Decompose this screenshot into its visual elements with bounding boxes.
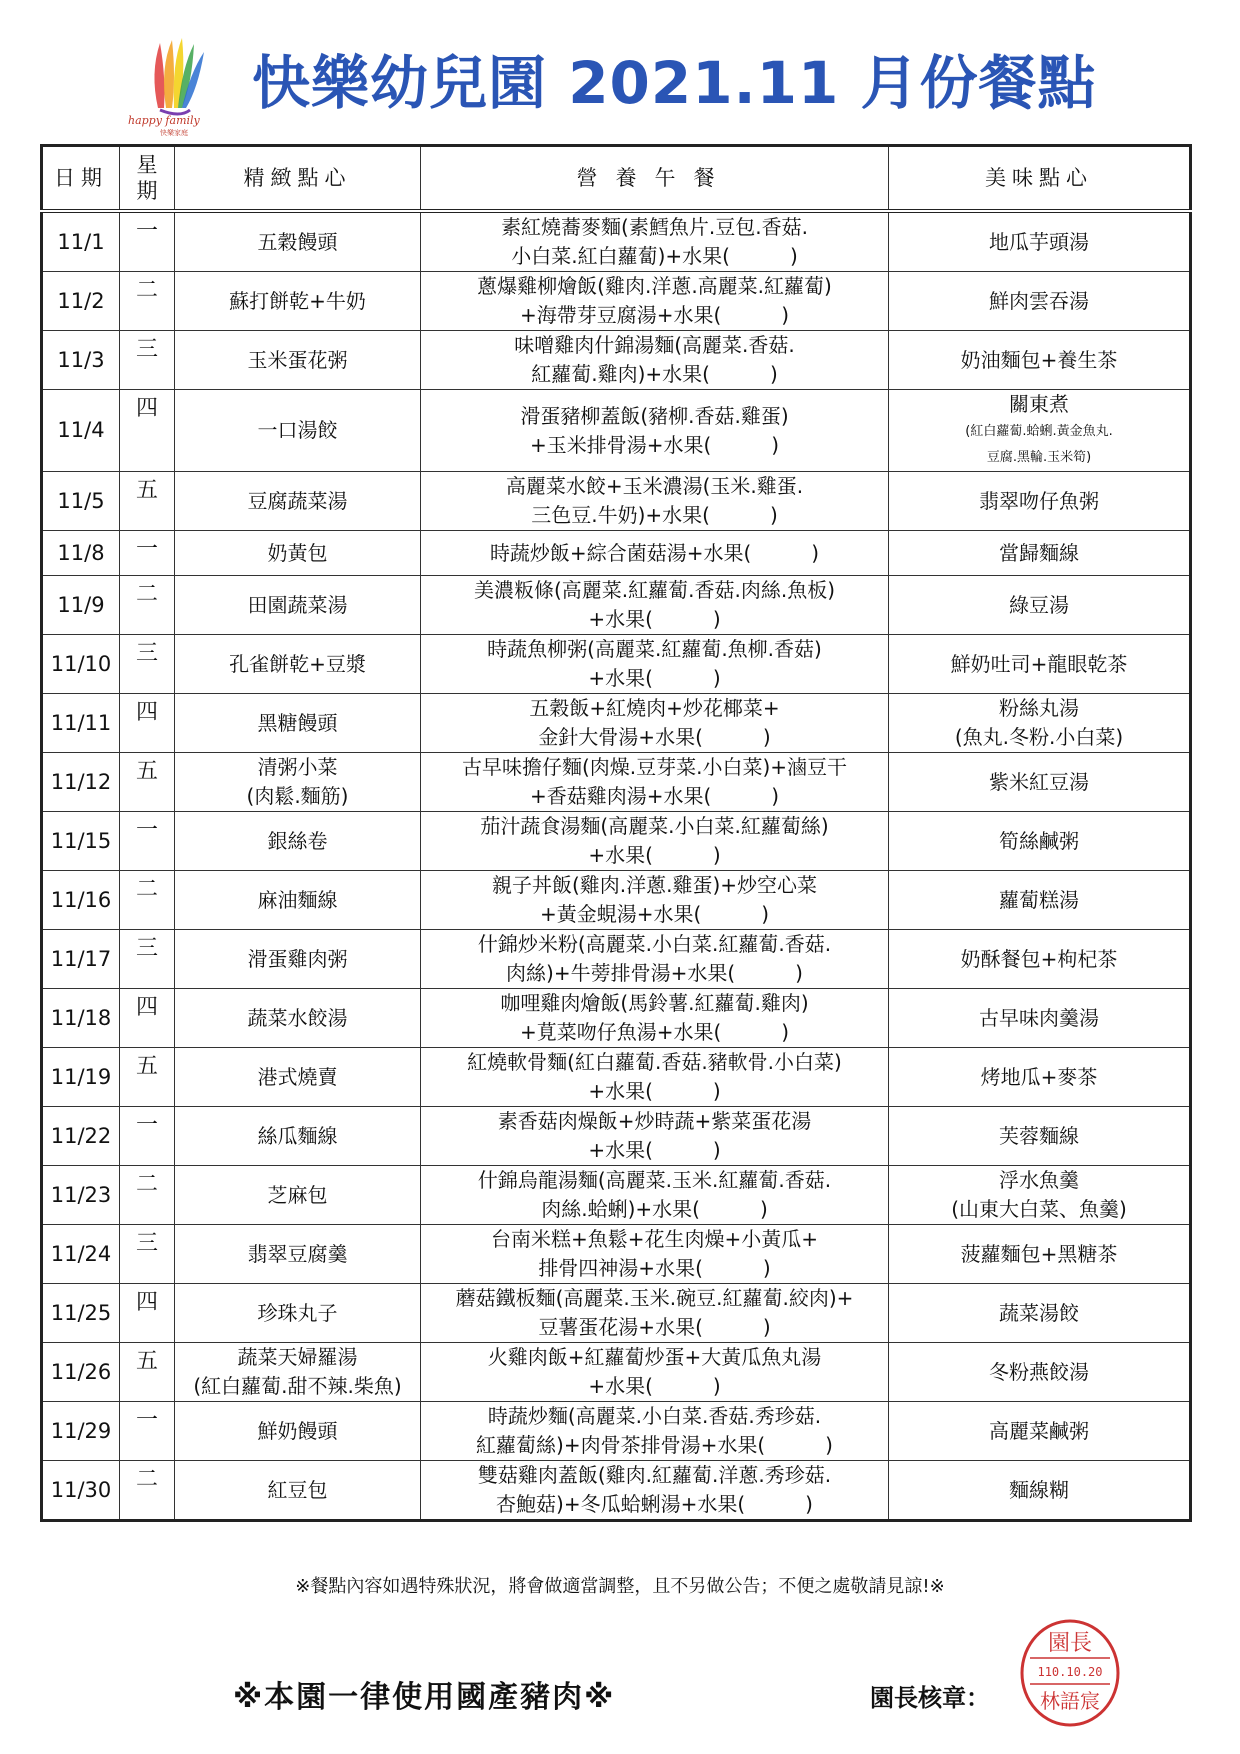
morning-snack-cell	[175, 1284, 421, 1343]
table-row	[42, 531, 1191, 576]
cell-line: 冬粉燕餃湯	[989, 1359, 1089, 1384]
lunch-cell	[421, 1284, 889, 1343]
weekday-cell: 五	[120, 753, 175, 812]
date-cell: 11/12	[42, 753, 120, 812]
date-cell: 11/23	[42, 1166, 120, 1225]
cell-line: 親子丼飯(雞肉.洋蔥.雞蛋)+炒空心菜	[491, 873, 818, 897]
cell-line: +黃金蜆湯+水果( )	[539, 902, 770, 926]
cell-line: 金針大骨湯+水果( )	[538, 725, 771, 749]
lunch-cell	[421, 211, 889, 272]
cell-line: 素紅燒蕎麥麵(素鱈魚片.豆包.香菇.	[501, 215, 808, 239]
lunch-cell	[421, 1343, 889, 1402]
cell-line: 高麗菜鹹粥	[989, 1418, 1089, 1443]
cell-line: 時蔬魚柳粥(高麗菜.紅蘿蔔.魚柳.香菇)	[487, 637, 822, 661]
lunch-cell	[421, 812, 889, 871]
date-cell: 11/15	[42, 812, 120, 871]
weekday-cell: 一	[120, 531, 175, 576]
lunch-cell	[421, 1048, 889, 1107]
lunch-cell	[421, 635, 889, 694]
afternoon-snack-cell	[889, 1402, 1191, 1461]
weekday-cell: 一	[120, 1107, 175, 1166]
morning-snack-cell	[175, 989, 421, 1048]
afternoon-snack-cell	[889, 472, 1191, 531]
morning-snack-cell	[175, 1402, 421, 1461]
cell-line: 古早味肉羹湯	[979, 1005, 1099, 1030]
date-cell: 11/4	[42, 390, 120, 472]
cell-line: 小白菜.紅白蘿蔔)+水果( )	[511, 244, 798, 268]
cell-line: 關東煮	[1009, 392, 1069, 416]
date-cell: 11/3	[42, 331, 120, 390]
afternoon-snack-cell	[889, 635, 1191, 694]
cell-line: 咖哩雞肉燴飯(馬鈴薯.紅蘿蔔.雞肉)	[500, 991, 809, 1015]
cell-line: 時蔬炒麵(高麗菜.小白菜.香菇.秀珍菇.	[487, 1404, 822, 1428]
date-cell: 11/16	[42, 871, 120, 930]
cell-line: 雙菇雞肉蓋飯(雞肉.紅蘿蔔.洋蔥.秀珍菇.	[477, 1463, 832, 1487]
cell-line: 鮮肉雲吞湯	[989, 288, 1089, 313]
weekday-cell: 二	[120, 1461, 175, 1521]
date-cell: 11/30	[42, 1461, 120, 1521]
date-cell: 11/19	[42, 1048, 120, 1107]
cell-line: 豆薯蛋花湯+水果( )	[538, 1315, 771, 1339]
weekday-cell: 四	[120, 694, 175, 753]
cell-line: 清粥小菜	[257, 755, 338, 779]
adjustment-notice: ※餐點內容如遇特殊狀況，將會做適當調整，且不另做公告；不便之處敬請見諒!※	[295, 1576, 945, 1597]
afternoon-snack-cell	[889, 1461, 1191, 1521]
lunch-cell	[421, 1225, 889, 1284]
cell-line: 芙蓉麵線	[999, 1123, 1079, 1148]
weekday-cell: 二	[120, 1166, 175, 1225]
cell-line: 排骨四神湯+水果( )	[538, 1256, 771, 1280]
weekday-cell: 一	[120, 812, 175, 871]
table-row	[42, 1166, 1191, 1225]
morning-snack-cell	[175, 576, 421, 635]
table-row	[42, 211, 1191, 272]
cell-line: 滑蛋雞肉粥	[247, 946, 348, 971]
cell-line: 蔬菜天婦羅湯	[237, 1345, 358, 1369]
date-cell: 11/22	[42, 1107, 120, 1166]
morning-snack-cell	[175, 635, 421, 694]
cell-line: (紅白蘿蔔.甜不辣.柴魚)	[193, 1374, 402, 1398]
date-cell: 11/25	[42, 1284, 120, 1343]
cell-line: 紫米紅豆湯	[989, 769, 1089, 794]
date-cell: 11/17	[42, 930, 120, 989]
lunch-cell	[421, 694, 889, 753]
lunch-cell	[421, 576, 889, 635]
weekday-cell: 五	[120, 1048, 175, 1107]
cell-line: (魚丸.冬粉.小白菜)	[954, 725, 1124, 749]
table-row	[42, 989, 1191, 1048]
cell-line: 孔雀餅乾+豆漿	[229, 651, 366, 676]
happy-family-logo	[120, 38, 250, 138]
logo-text: happy family	[128, 114, 200, 127]
cell-line: 銀絲卷	[267, 828, 328, 853]
column-header-weekday: 星期	[120, 146, 175, 212]
lunch-cell	[421, 272, 889, 331]
menu-table-body	[42, 211, 1191, 1521]
column-header-afternoon-snack: 美味點心	[889, 146, 1191, 212]
cell-line: +莧菜吻仔魚湯+水果( )	[519, 1020, 790, 1044]
cell-line: 滑蛋豬柳蓋飯(豬柳.香菇.雞蛋)	[520, 403, 789, 428]
cell-line: 什錦烏龍湯麵(高麗菜.玉米.紅蘿蔔.香菇.	[477, 1168, 832, 1192]
table-row	[42, 1284, 1191, 1343]
weekday-cell: 四	[120, 1284, 175, 1343]
weekday-cell: 二	[120, 576, 175, 635]
lunch-cell	[421, 930, 889, 989]
morning-snack-cell	[175, 390, 421, 472]
date-cell: 11/26	[42, 1343, 120, 1402]
cell-line: +玉米排骨湯+水果( )	[529, 432, 780, 457]
date-cell: 11/18	[42, 989, 120, 1048]
cell-line: +海帶芽豆腐湯+水果( )	[519, 303, 790, 327]
cell-line: 素香菇肉燥飯+炒時蔬+紫菜蛋花湯	[497, 1109, 812, 1133]
lunch-cell	[421, 871, 889, 930]
afternoon-snack-cell	[889, 1166, 1191, 1225]
morning-snack-cell	[175, 472, 421, 531]
table-row	[42, 1225, 1191, 1284]
cell-line: +水果( )	[588, 607, 721, 631]
weekday-cell: 五	[120, 472, 175, 531]
cell-line: 豆腐蔬菜湯	[247, 488, 348, 513]
afternoon-snack-cell	[889, 871, 1191, 930]
table-row	[42, 1107, 1191, 1166]
stamp-title: 園長	[1047, 1631, 1093, 1656]
cell-line: 珍珠丸子	[257, 1300, 338, 1325]
cell-line: 黑糖饅頭	[257, 710, 338, 735]
weekday-cell: 四	[120, 989, 175, 1048]
morning-snack-cell	[175, 871, 421, 930]
lunch-cell	[421, 1107, 889, 1166]
cell-line: +水果( )	[588, 666, 721, 690]
table-row	[42, 694, 1191, 753]
afternoon-snack-cell	[889, 694, 1191, 753]
cell-line: 烤地瓜+麥茶	[980, 1064, 1098, 1089]
afternoon-snack-cell	[889, 1225, 1191, 1284]
morning-snack-cell	[175, 1048, 421, 1107]
cell-line: 紅豆包	[267, 1477, 328, 1502]
menu-table	[40, 144, 1192, 1522]
column-header-morning-snack: 精緻點心	[175, 146, 421, 212]
afternoon-snack-cell	[889, 1048, 1191, 1107]
cell-line: 奶酥餐包+枸杞茶	[960, 946, 1118, 971]
morning-snack-cell	[175, 1166, 421, 1225]
cell-line: (肉鬆.麵筋)	[246, 784, 349, 808]
principal-approval-label: 園長核章：	[870, 1684, 990, 1712]
cell-line: 蔥爆雞柳燴飯(雞肉.洋蔥.高麗菜.紅蘿蔔)	[477, 274, 832, 298]
date-cell: 11/5	[42, 472, 120, 531]
table-row	[42, 1402, 1191, 1461]
cell-line: +水果( )	[588, 1138, 721, 1162]
cell-line: 味噌雞肉什錦湯麵(高麗菜.香菇.	[514, 333, 795, 357]
date-cell: 11/10	[42, 635, 120, 694]
cell-line: (紅白蘿蔔.蛤蜊.黃金魚丸.	[965, 424, 1113, 439]
cell-line: 玉米蛋花粥	[247, 347, 348, 372]
column-header-date: 日期	[42, 146, 120, 212]
weekday-cell: 二	[120, 272, 175, 331]
cell-line: 蘿蔔糕湯	[999, 887, 1079, 912]
domestic-pork-notice: ※本園一律使用國產豬肉※	[233, 1680, 616, 1715]
weekday-cell: 三	[120, 635, 175, 694]
cell-line: +水果( )	[588, 1374, 721, 1398]
cell-line: (山東大白菜、魚羹)	[951, 1197, 1127, 1221]
morning-snack-cell	[175, 1461, 421, 1521]
morning-snack-cell	[175, 211, 421, 272]
weekday-cell: 三	[120, 1225, 175, 1284]
morning-snack-cell	[175, 812, 421, 871]
cell-line: 什錦炒米粉(高麗菜.小白菜.紅蘿蔔.香菇.	[477, 932, 832, 956]
lunch-cell	[421, 989, 889, 1048]
lunch-cell	[421, 1402, 889, 1461]
afternoon-snack-cell	[889, 272, 1191, 331]
afternoon-snack-cell	[889, 812, 1191, 871]
stamp-date: 110.10.20	[1037, 1665, 1103, 1679]
cell-line: 肉絲.蛤蜊)+水果( )	[541, 1197, 768, 1221]
cell-line: 五穀飯+紅燒肉+炒花椰菜+	[529, 696, 780, 720]
weekday-cell: 三	[120, 331, 175, 390]
afternoon-snack-cell	[889, 211, 1191, 272]
table-row	[42, 576, 1191, 635]
weekday-cell: 四	[120, 390, 175, 472]
morning-snack-cell	[175, 753, 421, 812]
morning-snack-cell	[175, 272, 421, 331]
lunch-cell	[421, 1461, 889, 1521]
cell-line: 三色豆.牛奶)+水果( )	[531, 503, 778, 527]
cell-line: 絲瓜麵線	[257, 1123, 338, 1148]
cell-line: 美濃粄條(高麗菜.紅蘿蔔.香菇.肉絲.魚板)	[473, 578, 836, 602]
cell-line: 蘇打餅乾+牛奶	[229, 288, 366, 313]
column-header-lunch: 營養午餐	[421, 146, 889, 212]
cell-line: 翡翠吻仔魚粥	[979, 488, 1099, 513]
table-row	[42, 812, 1191, 871]
cell-line: 茄汁蔬食湯麵(高麗菜.小白菜.紅蘿蔔絲)	[480, 814, 829, 838]
afternoon-snack-cell	[889, 331, 1191, 390]
weekday-cell: 一	[120, 211, 175, 272]
cell-line: 時蔬炒飯+綜合菌菇湯+水果( )	[489, 540, 820, 565]
table-row	[42, 331, 1191, 390]
afternoon-snack-cell	[889, 753, 1191, 812]
cell-line: 當歸麵線	[999, 540, 1079, 565]
afternoon-snack-cell	[889, 1343, 1191, 1402]
weekday-cell: 一	[120, 1402, 175, 1461]
afternoon-snack-cell	[889, 1284, 1191, 1343]
weekday-cell: 五	[120, 1343, 175, 1402]
afternoon-snack-cell	[889, 1107, 1191, 1166]
morning-snack-cell	[175, 531, 421, 576]
principal-seal-stamp	[1018, 1618, 1122, 1728]
cell-line: 紅蘿蔔.雞肉)+水果( )	[531, 362, 778, 386]
lunch-cell	[421, 753, 889, 812]
morning-snack-cell	[175, 1343, 421, 1402]
table-row	[42, 1048, 1191, 1107]
cell-line: 豆腐.黑輪.玉米筍)	[986, 450, 1092, 465]
cell-line: 一口湯餃	[257, 418, 338, 442]
cell-line: 粉絲丸湯	[999, 696, 1079, 720]
cell-line: 菠蘿麵包+黑糖茶	[960, 1241, 1118, 1266]
weekday-cell: 二	[120, 871, 175, 930]
date-cell: 11/29	[42, 1402, 120, 1461]
cell-line: 麻油麵線	[257, 887, 338, 912]
logo-subtext: 快樂家庭	[160, 129, 188, 137]
lunch-cell	[421, 472, 889, 531]
date-cell: 11/11	[42, 694, 120, 753]
cell-line: 綠豆湯	[1009, 592, 1069, 617]
table-row	[42, 635, 1191, 694]
page-title: 快樂幼兒園 2021.11 月份餐點	[252, 49, 1097, 117]
cell-line: 地瓜芋頭湯	[989, 229, 1089, 254]
cell-line: 奶油麵包+養生茶	[960, 347, 1118, 372]
afternoon-snack-cell	[889, 989, 1191, 1048]
morning-snack-cell	[175, 1107, 421, 1166]
cell-line: 杏鮑菇)+冬瓜蛤蜊湯+水果( )	[496, 1492, 813, 1516]
cell-line: +香菇雞肉湯+水果( )	[529, 784, 780, 808]
cell-line: 蔬菜湯餃	[999, 1300, 1079, 1325]
cell-line: 台南米糕+魚鬆+花生肉燥+小黃瓜+	[490, 1227, 819, 1251]
lunch-cell	[421, 531, 889, 576]
cell-line: 田園蔬菜湯	[247, 592, 348, 617]
cell-line: +水果( )	[588, 1079, 721, 1103]
lunch-cell	[421, 390, 889, 472]
cell-line: 肉絲)+牛蒡排骨湯+水果( )	[506, 961, 803, 985]
cell-line: 筍絲鹹粥	[999, 828, 1079, 853]
table-row	[42, 472, 1191, 531]
cell-line: 浮水魚羹	[999, 1168, 1079, 1192]
date-cell: 11/2	[42, 272, 120, 331]
cell-line: 奶黃包	[267, 540, 328, 565]
table-row	[42, 871, 1191, 930]
lunch-cell	[421, 1166, 889, 1225]
morning-snack-cell	[175, 1225, 421, 1284]
table-row	[42, 753, 1191, 812]
date-cell: 11/1	[42, 211, 120, 272]
cell-line: 芝麻包	[267, 1182, 328, 1207]
date-cell: 11/8	[42, 531, 120, 576]
table-row	[42, 930, 1191, 989]
table-header-row	[42, 146, 1191, 212]
table-row	[42, 390, 1191, 472]
lunch-cell	[421, 331, 889, 390]
table-row	[42, 1461, 1191, 1521]
afternoon-snack-cell	[889, 531, 1191, 576]
date-cell: 11/24	[42, 1225, 120, 1284]
morning-snack-cell	[175, 694, 421, 753]
cell-line: 鮮奶饅頭	[257, 1418, 338, 1443]
afternoon-snack-cell	[889, 576, 1191, 635]
weekday-cell: 三	[120, 930, 175, 989]
cell-line: +水果( )	[588, 843, 721, 867]
cell-line: 港式燒賣	[257, 1064, 338, 1089]
cell-line: 蔬菜水餃湯	[247, 1005, 348, 1030]
cell-line: 紅蘿蔔絲)+肉骨茶排骨湯+水果( )	[476, 1433, 833, 1457]
table-row	[42, 1343, 1191, 1402]
cell-line: 火雞肉飯+紅蘿蔔炒蛋+大黃瓜魚丸湯	[487, 1345, 822, 1369]
cell-line: 古早味擔仔麵(肉燥.豆芽菜.小白菜)+滷豆干	[461, 755, 848, 779]
afternoon-snack-cell	[889, 390, 1191, 472]
cell-line: 蘑菇鐵板麵(高麗菜.玉米.碗豆.紅蘿蔔.絞肉)+	[455, 1286, 854, 1310]
cell-line: 五穀饅頭	[257, 229, 338, 254]
table-row	[42, 272, 1191, 331]
morning-snack-cell	[175, 930, 421, 989]
afternoon-snack-cell	[889, 930, 1191, 989]
morning-snack-cell	[175, 331, 421, 390]
stamp-name: 林語宸	[1040, 1689, 1100, 1713]
cell-line: 翡翠豆腐羹	[247, 1241, 348, 1266]
cell-line: 鮮奶吐司+龍眼乾茶	[950, 651, 1128, 676]
cell-line: 高麗菜水餃+玉米濃湯(玉米.雞蛋.	[505, 474, 804, 498]
cell-line: 紅燒軟骨麵(紅白蘿蔔.香菇.豬軟骨.小白菜)	[467, 1050, 842, 1074]
date-cell: 11/9	[42, 576, 120, 635]
cell-line: 麵線糊	[1009, 1477, 1069, 1502]
